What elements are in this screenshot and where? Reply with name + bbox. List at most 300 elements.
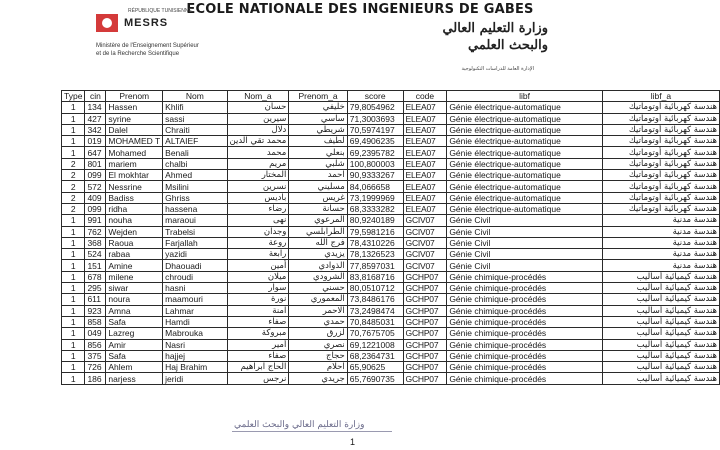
cell-score: 77,8597031 <box>347 260 403 271</box>
ministry-logo <box>96 14 168 32</box>
cell-nom: maamouri <box>163 294 227 305</box>
cell-libf-a: هندسة كهربائية أوتوماتيك <box>602 181 719 192</box>
table-row <box>62 362 720 373</box>
cell-cin: 368 <box>85 237 106 248</box>
cell-cin: 099 <box>85 170 106 181</box>
cell-libf: Génie Civil <box>447 237 603 248</box>
col-header-libf-a: libf_a <box>602 91 719 102</box>
cell-prenom-a: شلبي <box>289 158 347 169</box>
cell-code: GCIV07 <box>403 260 447 271</box>
cell-prenom-a: احمد <box>289 170 347 181</box>
cell-libf-a: هندسة كيميائية أساليب <box>602 339 719 350</box>
col-header-type: Type <box>62 91 85 102</box>
cell-nom-a: سيرين <box>227 113 289 124</box>
col-header-code: code <box>403 91 447 102</box>
cell-score: 73,2498474 <box>347 305 403 316</box>
cell-code: ELEA07 <box>403 203 447 214</box>
cell-libf-a: هندسة كهربائية أوتوماتيك <box>602 203 719 214</box>
cell-type: 1 <box>62 328 85 339</box>
cell-cin: 019 <box>85 136 106 147</box>
cell-prenom: Lazreg <box>106 328 163 339</box>
cell-cin: 295 <box>85 283 106 294</box>
cell-nom: ALTAIEF <box>163 136 227 147</box>
table-row <box>62 147 720 158</box>
cell-nom-a: صفاء <box>227 350 289 361</box>
cell-prenom: Safa <box>106 316 163 327</box>
table-row <box>62 260 720 271</box>
cell-prenom-a: المعموري <box>289 294 347 305</box>
cell-cin: 186 <box>85 373 106 384</box>
cell-libf: Génie chimique-procédés <box>447 328 603 339</box>
ministry-name-ar <box>442 20 548 54</box>
cell-score: 69,2395782 <box>347 147 403 158</box>
cell-type: 1 <box>62 102 85 113</box>
cell-type: 1 <box>62 294 85 305</box>
ministry-name-fr <box>96 42 296 58</box>
cell-code: GCIV07 <box>403 237 447 248</box>
cell-nom: sassi <box>163 113 227 124</box>
ministry-stamp: وزارة التعليم العالي والبحث العلمي <box>234 420 365 430</box>
cell-libf-a: هندسة كهربائية أوتوماتيك <box>602 147 719 158</box>
cell-prenom: rabaa <box>106 249 163 260</box>
cell-code: ELEA07 <box>403 102 447 113</box>
cell-nom-a: نسرين <box>227 181 289 192</box>
cell-prenom-a: غريس <box>289 192 347 203</box>
cell-score: 100,800003 <box>347 158 403 169</box>
cell-prenom-a: لطيف <box>289 136 347 147</box>
cell-prenom-a: ساسي <box>289 113 347 124</box>
cell-prenom-a: الاحمر <box>289 305 347 316</box>
ministry-ar-line1: وزارة التعليم العالي <box>442 21 548 36</box>
cell-libf: Génie Civil <box>447 226 603 237</box>
col-header-score: score <box>347 91 403 102</box>
cell-libf-a: هندسة كيميائية أساليب <box>602 373 719 384</box>
cell-prenom: milene <box>106 271 163 282</box>
results-table <box>61 90 720 385</box>
cell-libf: Génie chimique-procédés <box>447 362 603 373</box>
cell-type: 1 <box>62 350 85 361</box>
cell-prenom-a: حسانة <box>289 203 347 214</box>
stamp-underline <box>232 431 392 432</box>
cell-nom: jeridi <box>163 373 227 384</box>
cell-cin: 856 <box>85 339 106 350</box>
cell-nom: chalbi <box>163 158 227 169</box>
cell-libf: Génie chimique-procédés <box>447 305 603 316</box>
cell-code: GCHP07 <box>403 294 447 305</box>
cell-libf-a: هندسة كيميائية أساليب <box>602 316 719 327</box>
logo-text: MESRS <box>124 17 169 29</box>
cell-libf: Génie électrique-automatique <box>447 102 603 113</box>
cell-nom: Hamdi <box>163 316 227 327</box>
ministry-fr-line1: Ministère de l'Enseignement Supérieur <box>96 43 199 49</box>
cell-type: 1 <box>62 305 85 316</box>
cell-libf: Génie électrique-automatique <box>447 192 603 203</box>
cell-libf-a: هندسة مدنية <box>602 215 719 226</box>
table-row <box>62 215 720 226</box>
cell-nom-a: محمد <box>227 147 289 158</box>
cell-cin: 858 <box>85 316 106 327</box>
cell-prenom: Dalel <box>106 124 163 135</box>
cell-type: 1 <box>62 271 85 282</box>
cell-code: ELEA07 <box>403 147 447 158</box>
table-row <box>62 373 720 384</box>
cell-prenom-a: جريدي <box>289 373 347 384</box>
col-header-nom-a: Nom_a <box>227 91 289 102</box>
cell-prenom-a: لزرق <box>289 328 347 339</box>
cell-score: 83,8168716 <box>347 271 403 282</box>
cell-nom-a: مريم <box>227 158 289 169</box>
cell-code: ELEA07 <box>403 170 447 181</box>
cell-nom-a: دلال <box>227 124 289 135</box>
cell-code: ELEA07 <box>403 136 447 147</box>
table-row <box>62 249 720 260</box>
cell-prenom: MOHAMED T <box>106 136 163 147</box>
cell-libf-a: هندسة كهربائية أوتوماتيك <box>602 192 719 203</box>
cell-nom-a: ميلان <box>227 271 289 282</box>
cell-prenom-a: خليفي <box>289 102 347 113</box>
cell-score: 70,5974197 <box>347 124 403 135</box>
cell-libf-a: هندسة مدنية <box>602 260 719 271</box>
cell-cin: 151 <box>85 260 106 271</box>
cell-code: ELEA07 <box>403 124 447 135</box>
cell-code: GCHP07 <box>403 373 447 384</box>
cell-nom: maraoui <box>163 215 227 226</box>
cell-nom: Dhaouadi <box>163 260 227 271</box>
cell-nom-a: أمين <box>227 260 289 271</box>
cell-libf: Génie électrique-automatique <box>447 113 603 124</box>
cell-type: 1 <box>62 124 85 135</box>
cell-score: 80,0510712 <box>347 283 403 294</box>
cell-libf-a: هندسة كهربائية أوتوماتيك <box>602 170 719 181</box>
republic-label: RÉPUBLIQUE TUNISIENNE <box>128 8 192 14</box>
cell-score: 68,2364731 <box>347 350 403 361</box>
cell-type: 2 <box>62 181 85 192</box>
cell-code: GCHP07 <box>403 339 447 350</box>
col-header-nom: Nom <box>163 91 227 102</box>
cell-cin: 342 <box>85 124 106 135</box>
cell-score: 78,4310226 <box>347 237 403 248</box>
table-row <box>62 170 720 181</box>
cell-nom-a: أمير <box>227 339 289 350</box>
cell-nom: Khlifi <box>163 102 227 113</box>
cell-libf: Génie chimique-procédés <box>447 350 603 361</box>
cell-libf: Génie électrique-automatique <box>447 181 603 192</box>
cell-cin: 647 <box>85 147 106 158</box>
cell-type: 1 <box>62 215 85 226</box>
cell-type: 1 <box>62 362 85 373</box>
cell-nom-a: المختار <box>227 170 289 181</box>
cell-prenom-a: احلام <box>289 362 347 373</box>
table-row <box>62 316 720 327</box>
cell-nom: hasni <box>163 283 227 294</box>
cell-prenom: ridha <box>106 203 163 214</box>
cell-prenom: Nessrine <box>106 181 163 192</box>
cell-nom: chroudi <box>163 271 227 282</box>
cell-prenom: Hassen <box>106 102 163 113</box>
cell-prenom-a: شريطي <box>289 124 347 135</box>
cell-prenom: Wejden <box>106 226 163 237</box>
cell-libf-a: هندسة مدنية <box>602 249 719 260</box>
cell-score: 70,8485031 <box>347 316 403 327</box>
cell-libf: Génie chimique-procédés <box>447 339 603 350</box>
cell-score: 80,9240189 <box>347 215 403 226</box>
cell-nom: Chraiti <box>163 124 227 135</box>
table-row <box>62 271 720 282</box>
cell-code: ELEA07 <box>403 113 447 124</box>
cell-cin: 678 <box>85 271 106 282</box>
cell-code: GCIV07 <box>403 249 447 260</box>
cell-libf: Génie chimique-procédés <box>447 283 603 294</box>
table-row <box>62 226 720 237</box>
cell-prenom: Amine <box>106 260 163 271</box>
cell-cin: 611 <box>85 294 106 305</box>
cell-libf-a: هندسة كيميائية أساليب <box>602 328 719 339</box>
cell-score: 90,9333267 <box>347 170 403 181</box>
cell-prenom: nouha <box>106 215 163 226</box>
cell-type: 1 <box>62 136 85 147</box>
cell-score: 73,1999969 <box>347 192 403 203</box>
cell-score: 84,066658 <box>347 181 403 192</box>
cell-score: 69,1221008 <box>347 339 403 350</box>
page-number: 1 <box>350 437 356 447</box>
cell-prenom: Mohamed <box>106 147 163 158</box>
cell-libf-a: هندسة كيميائية أساليب <box>602 294 719 305</box>
cell-libf: Génie Civil <box>447 249 603 260</box>
cell-prenom: noura <box>106 294 163 305</box>
cell-nom-a: محمد تقي الدين <box>227 136 289 147</box>
cell-cin: 923 <box>85 305 106 316</box>
cell-type: 2 <box>62 192 85 203</box>
cell-cin: 801 <box>85 158 106 169</box>
table-row <box>62 203 720 214</box>
table-row <box>62 283 720 294</box>
cell-code: ELEA07 <box>403 158 447 169</box>
cell-nom: Haj Brahim <box>163 362 227 373</box>
cell-score: 71,3003693 <box>347 113 403 124</box>
cell-nom-a: وجدان <box>227 226 289 237</box>
cell-nom-a: نرجس <box>227 373 289 384</box>
cell-prenom-a: مسليني <box>289 181 347 192</box>
col-header-cin: cin <box>85 91 106 102</box>
cell-libf: Génie électrique-automatique <box>447 147 603 158</box>
cell-score: 65,90625 <box>347 362 403 373</box>
cell-cin: 099 <box>85 203 106 214</box>
col-header-prenom-a: Prenom_a <box>289 91 347 102</box>
cell-libf: Génie Civil <box>447 215 603 226</box>
cell-nom-a: مبروكة <box>227 328 289 339</box>
table-row <box>62 113 720 124</box>
table-row <box>62 294 720 305</box>
cell-nom-a: رابعة <box>227 249 289 260</box>
cell-prenom-a: الذوادي <box>289 260 347 271</box>
cell-prenom-a: الشرودي <box>289 271 347 282</box>
cell-libf: Génie Civil <box>447 260 603 271</box>
cell-score: 78,1326523 <box>347 249 403 260</box>
cell-cin: 049 <box>85 328 106 339</box>
cell-nom: Msilini <box>163 181 227 192</box>
col-header-prenom: Prenom <box>106 91 163 102</box>
cell-nom: Farjallah <box>163 237 227 248</box>
cell-libf-a: هندسة كهربائية أوتوماتيك <box>602 158 719 169</box>
cell-score: 79,8054962 <box>347 102 403 113</box>
table-row <box>62 181 720 192</box>
cell-libf: Génie électrique-automatique <box>447 170 603 181</box>
cell-cin: 134 <box>85 102 106 113</box>
cell-code: GCHP07 <box>403 271 447 282</box>
cell-libf-a: هندسة كهربائية أوتوماتيك <box>602 102 719 113</box>
direction-ar: الإدارة العامة للدراسات التكنولوجية <box>461 66 534 72</box>
cell-type: 1 <box>62 147 85 158</box>
cell-code: GCIV07 <box>403 226 447 237</box>
cell-libf: Génie électrique-automatique <box>447 203 603 214</box>
cell-libf-a: هندسة كيميائية أساليب <box>602 305 719 316</box>
cell-code: GCHP07 <box>403 350 447 361</box>
cell-prenom: Raoua <box>106 237 163 248</box>
cell-nom: Lahmar <box>163 305 227 316</box>
cell-type: 1 <box>62 113 85 124</box>
cell-prenom-a: حجاج <box>289 350 347 361</box>
cell-nom: Nasri <box>163 339 227 350</box>
cell-score: 73,8486176 <box>347 294 403 305</box>
cell-libf: Génie chimique-procédés <box>447 316 603 327</box>
cell-cin: 375 <box>85 350 106 361</box>
cell-prenom: Safa <box>106 350 163 361</box>
cell-code: GCHP07 <box>403 362 447 373</box>
cell-score: 70,7675705 <box>347 328 403 339</box>
cell-libf-a: هندسة كيميائية أساليب <box>602 283 719 294</box>
ministry-fr-line2: et de la Recherche Scientifique <box>96 51 180 57</box>
cell-nom-a: رضاء <box>227 203 289 214</box>
cell-libf-a: هندسة مدنية <box>602 226 719 237</box>
table-row <box>62 305 720 316</box>
cell-nom: Trabelsi <box>163 226 227 237</box>
cell-prenom-a: فرج الله <box>289 237 347 248</box>
cell-type: 2 <box>62 203 85 214</box>
table-row <box>62 350 720 361</box>
cell-libf-a: هندسة مدنية <box>602 237 719 248</box>
cell-nom: hassena <box>163 203 227 214</box>
cell-type: 1 <box>62 283 85 294</box>
cell-nom: Benali <box>163 147 227 158</box>
cell-libf-a: هندسة كيميائية أساليب <box>602 350 719 361</box>
cell-cin: 726 <box>85 362 106 373</box>
cell-prenom-a: نصري <box>289 339 347 350</box>
cell-nom-a: نهى <box>227 215 289 226</box>
cell-libf-a: هندسة كهربائية أوتوماتيك <box>602 113 719 124</box>
cell-prenom: mariem <box>106 158 163 169</box>
cell-libf: Génie chimique-procédés <box>447 271 603 282</box>
cell-prenom: syrine <box>106 113 163 124</box>
cell-code: ELEA07 <box>403 192 447 203</box>
cell-cin: 762 <box>85 226 106 237</box>
cell-nom-a: نورة <box>227 294 289 305</box>
cell-type: 1 <box>62 237 85 248</box>
cell-score: 79,5981216 <box>347 226 403 237</box>
cell-score: 69,4906235 <box>347 136 403 147</box>
cell-libf: Génie chimique-procédés <box>447 373 603 384</box>
cell-prenom-a: المرعوي <box>289 215 347 226</box>
cell-prenom: El mokhtar <box>106 170 163 181</box>
cell-code: GCHP07 <box>403 305 447 316</box>
cell-prenom-a: الطرابلسي <box>289 226 347 237</box>
cell-code: ELEA07 <box>403 181 447 192</box>
col-header-libf: libf <box>447 91 603 102</box>
cell-nom: Ahmed <box>163 170 227 181</box>
cell-type: 1 <box>62 373 85 384</box>
cell-prenom-a: بنعلي <box>289 147 347 158</box>
cell-prenom-a: حسني <box>289 283 347 294</box>
cell-cin: 524 <box>85 249 106 260</box>
cell-nom: Ghriss <box>163 192 227 203</box>
cell-type: 1 <box>62 316 85 327</box>
tunisia-flag-icon <box>96 14 118 32</box>
cell-code: GCIV07 <box>403 215 447 226</box>
cell-nom-a: امنة <box>227 305 289 316</box>
cell-libf-a: هندسة كيميائية أساليب <box>602 362 719 373</box>
page-title: ECOLE NATIONALE DES INGENIEURS DE GABES <box>186 2 534 17</box>
cell-nom-a: الحاج ابراهيم <box>227 362 289 373</box>
cell-libf-a: هندسة كيميائية أساليب <box>602 271 719 282</box>
cell-prenom: Ahlem <box>106 362 163 373</box>
cell-score: 65,7690735 <box>347 373 403 384</box>
table-row <box>62 158 720 169</box>
cell-prenom: Amir <box>106 339 163 350</box>
cell-nom-a: سوار <box>227 283 289 294</box>
cell-prenom-a: يزيدي <box>289 249 347 260</box>
cell-cin: 991 <box>85 215 106 226</box>
cell-prenom: siwar <box>106 283 163 294</box>
cell-nom-a: صفاء <box>227 316 289 327</box>
cell-code: GCHP07 <box>403 328 447 339</box>
cell-libf: Génie électrique-automatique <box>447 124 603 135</box>
cell-cin: 427 <box>85 113 106 124</box>
cell-prenom-a: حمدي <box>289 316 347 327</box>
table-row <box>62 328 720 339</box>
cell-score: 68,3333282 <box>347 203 403 214</box>
table-row <box>62 237 720 248</box>
cell-prenom: Badiss <box>106 192 163 203</box>
cell-code: GCHP07 <box>403 283 447 294</box>
cell-nom-a: روعة <box>227 237 289 248</box>
cell-nom-a: باديس <box>227 192 289 203</box>
cell-nom: Mabrouka <box>163 328 227 339</box>
table-row <box>62 102 720 113</box>
cell-nom: yazidi <box>163 249 227 260</box>
cell-type: 1 <box>62 226 85 237</box>
cell-nom-a: حسان <box>227 102 289 113</box>
cell-libf-a: هندسة كهربائية أوتوماتيك <box>602 124 719 135</box>
cell-code: GCHP07 <box>403 316 447 327</box>
cell-prenom: narjess <box>106 373 163 384</box>
table-row <box>62 136 720 147</box>
cell-type: 1 <box>62 339 85 350</box>
table-row <box>62 192 720 203</box>
cell-nom: hajjej <box>163 350 227 361</box>
cell-cin: 572 <box>85 181 106 192</box>
cell-libf-a: هندسة كهربائية أوتوماتيك <box>602 136 719 147</box>
cell-type: 1 <box>62 249 85 260</box>
cell-libf: Génie chimique-procédés <box>447 294 603 305</box>
table-header-row <box>62 91 720 102</box>
cell-type: 2 <box>62 170 85 181</box>
cell-prenom: Amna <box>106 305 163 316</box>
cell-type: 1 <box>62 260 85 271</box>
cell-cin: 409 <box>85 192 106 203</box>
cell-type: 2 <box>62 158 85 169</box>
cell-libf: Génie électrique-automatique <box>447 136 603 147</box>
table-row <box>62 339 720 350</box>
cell-libf: Génie électrique-automatique <box>447 158 603 169</box>
